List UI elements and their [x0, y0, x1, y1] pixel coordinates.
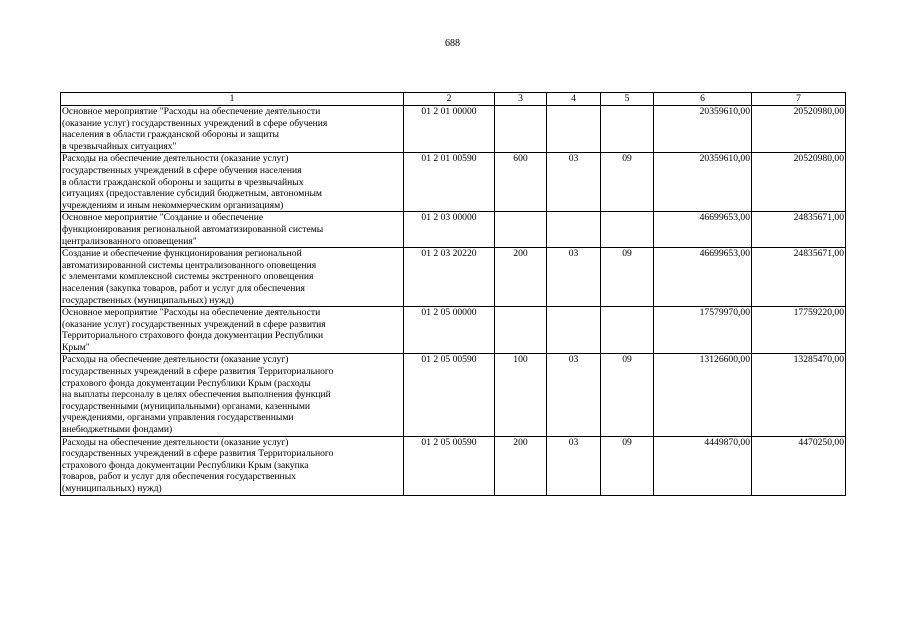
section-cell: 03 [547, 248, 601, 307]
subsection-cell [601, 212, 654, 248]
expense-name-line: (оказание услуг) государственных учреждений в сфере развития [62, 318, 326, 330]
expense-name-line: с элементами комплексной системы экстренного оповещения [62, 271, 314, 283]
expense-name-line: в чрезвычайных ситуациях" [62, 140, 177, 152]
expense-name-line: Основное мероприятие "Расходы на обеспечение деятельности [62, 307, 321, 319]
target-article-code-cell: 01 2 03 00000 [404, 212, 495, 248]
expense-name-line: Основное мероприятие "Расходы на обеспечение деятельности [62, 106, 321, 117]
expense-name-line: учреждениям и иным некоммерческим организациям) [62, 199, 284, 211]
expense-name-cell [61, 212, 404, 248]
target-article-code-cell: 01 2 05 00590 [404, 354, 495, 436]
amount-col6-cell: 4449870,00 [654, 436, 752, 495]
expense-type-cell [495, 212, 547, 248]
header-cell: 7 [752, 93, 846, 106]
target-article-code-cell: 01 2 03 20220 [404, 248, 495, 307]
section-cell: 03 [547, 436, 601, 495]
amount-col6-cell: 17579970,00 [654, 307, 752, 354]
expense-type-cell: 600 [495, 153, 547, 212]
expense-name-line: централизованного оповещения" [62, 235, 197, 247]
target-article-code-cell: 01 2 05 00590 [404, 436, 495, 495]
expense-type-cell [495, 307, 547, 354]
expense-name-line: населения в области гражданской обороны и защиты [62, 129, 279, 141]
section-cell [547, 106, 601, 153]
section-cell: 03 [547, 354, 601, 436]
expense-name-line: Расходы на обеспечение деятельности (оказание услуг) [62, 436, 289, 448]
expense-name-line: внебюджетными фондами) [62, 424, 173, 436]
table-row [61, 212, 846, 248]
header-cell: 3 [495, 93, 547, 106]
expense-name-cell [61, 248, 404, 307]
budget-table [60, 92, 846, 496]
subsection-cell: 09 [601, 354, 654, 436]
target-article-code-cell: 01 2 01 00590 [404, 153, 495, 212]
expense-name-line: страхового фонда документации Республики Крым (расходы [62, 377, 311, 389]
expense-name-line: государственных учреждений в сфере обучения населения [62, 164, 302, 176]
page-number: 688 [445, 38, 460, 49]
header-cell: 1 [61, 93, 404, 106]
header-cell: 6 [654, 93, 752, 106]
expense-name-line: Расходы на обеспечение деятельности (оказание услуг) [62, 354, 289, 366]
amount-col7-cell: 24835671,00 [752, 248, 846, 307]
section-cell [547, 307, 601, 354]
table-row [61, 354, 846, 436]
amount-col7-cell: 24835671,00 [752, 212, 846, 248]
expense-name-line: функционирования региональной автоматизированной системы [62, 223, 324, 235]
expense-name-line: Основное мероприятие "Создание и обеспечение [62, 212, 264, 224]
table-row [61, 106, 846, 153]
expense-name-line: государственных учреждений в сфере развития Территориального [62, 448, 334, 460]
target-article-code-cell: 01 2 05 00000 [404, 307, 495, 354]
expense-name-line: на выплаты персоналу в целях обеспечения выполнения функций [62, 389, 331, 401]
header-row [61, 93, 846, 106]
section-cell [547, 212, 601, 248]
amount-col7-cell: 4470250,00 [752, 436, 846, 495]
expense-name-line: Расходы на обеспечение деятельности (оказание услуг) [62, 153, 289, 165]
expense-type-cell: 200 [495, 436, 547, 495]
expense-name-line: государственными (муниципальными) органами, казенными [62, 400, 311, 412]
target-article-code-cell: 01 2 01 00000 [404, 106, 495, 153]
expense-name-line: Территориального страхового фонда документации Республики [62, 330, 324, 342]
table-row [61, 436, 846, 495]
expense-name-cell [61, 436, 404, 495]
amount-col6-cell: 46699653,00 [654, 212, 752, 248]
expense-name-cell [61, 153, 404, 212]
expense-name-line: Создание и обеспечение функционирования региональной [62, 248, 302, 260]
expense-name-line: государственных учреждений в сфере развития Территориального [62, 366, 334, 378]
amount-col7-cell: 20520980,00 [752, 153, 846, 212]
expense-name-cell [61, 106, 404, 153]
amount-col7-cell: 13285470,00 [752, 354, 846, 436]
expense-name-line: ситуациях (предоставление субсидий бюджетным, автономным [62, 188, 322, 200]
expense-name-line: товаров, работ и услуг для обеспечения государственных [62, 471, 296, 483]
expense-name-line: учреждениями, органами управления государственными [62, 412, 294, 424]
table-row [61, 248, 846, 307]
subsection-cell [601, 106, 654, 153]
expense-type-cell: 200 [495, 248, 547, 307]
table-row [61, 153, 846, 212]
amount-col6-cell: 46699653,00 [654, 248, 752, 307]
expense-name-line: Крым" [62, 341, 90, 353]
subsection-cell: 09 [601, 153, 654, 212]
expense-name-line: в области гражданской обороны и защиты в чрезвычайных [62, 176, 304, 188]
expense-name-line: (муниципальных) нужд) [62, 483, 162, 494]
expense-name-line: страхового фонда документации Республики Крым (закупка [62, 459, 309, 471]
expense-name-line: автоматизированной системы централизованного оповещения [62, 259, 317, 271]
subsection-cell: 09 [601, 436, 654, 495]
section-cell: 03 [547, 153, 601, 212]
amount-col6-cell: 20359610,00 [654, 153, 752, 212]
expense-type-cell: 100 [495, 354, 547, 436]
expense-type-cell [495, 106, 547, 153]
header-cell: 2 [404, 93, 495, 106]
amount-col7-cell: 17759220,00 [752, 307, 846, 354]
table-row [61, 307, 846, 354]
amount-col6-cell: 20359610,00 [654, 106, 752, 153]
amount-col7-cell: 20520980,00 [752, 106, 846, 153]
expense-name-line: (оказание услуг) государственных учреждений в сфере обучения [62, 117, 328, 129]
header-cell: 4 [547, 93, 601, 106]
amount-col6-cell: 13126600,00 [654, 354, 752, 436]
subsection-cell: 09 [601, 248, 654, 307]
header-cell: 5 [601, 93, 654, 106]
expense-name-cell [61, 354, 404, 436]
expense-name-line: населения (закупка товаров, работ и услуг для обеспечения [62, 282, 305, 294]
table-body [61, 106, 846, 496]
subsection-cell [601, 307, 654, 354]
expense-name-line: государственных (муниципальных) нужд) [62, 294, 234, 306]
expense-name-cell [61, 307, 404, 354]
